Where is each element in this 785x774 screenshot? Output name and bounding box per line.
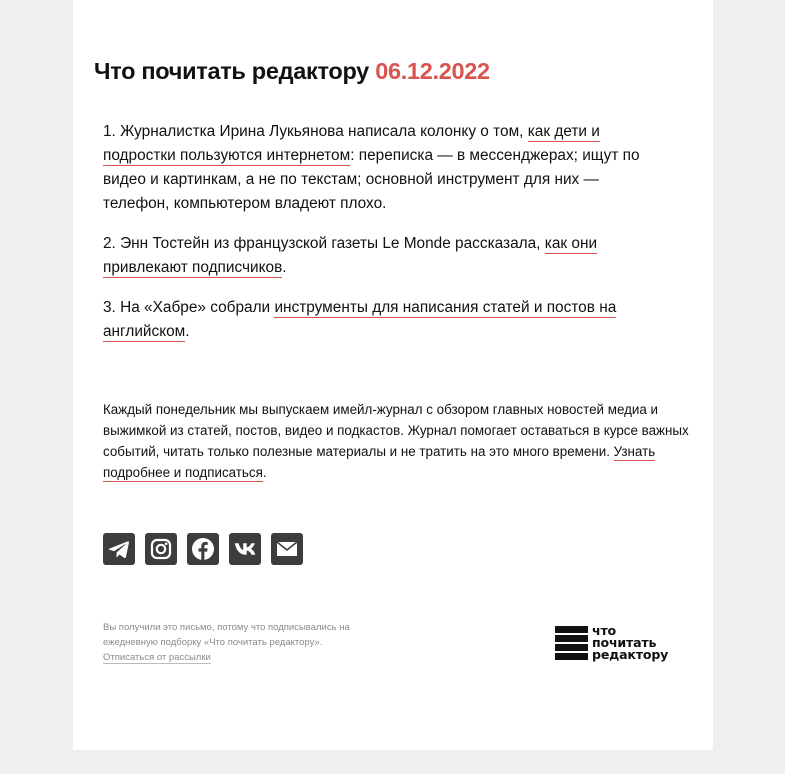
logo-line: почитать <box>592 635 657 650</box>
list-item <box>103 120 663 216</box>
subscribe-link[interactable]: Узнать подробнее и подписаться <box>103 444 656 480</box>
unsubscribe-link[interactable]: Отписаться от рассылки <box>103 652 211 663</box>
logo-mark <box>555 626 588 660</box>
about-text-end: . <box>262 465 267 480</box>
logo-wordmark <box>592 625 668 661</box>
about-text: Каждый понедельник мы выпускаем имейл-журнал с обзором главных новостей медиа и выжимкой из статей, постов, видео и подкастов. Журнал помогает оставаться в курсе важных событий, читать только полезные материалы и не тратить на это много времени. <box>103 402 689 459</box>
article-link[interactable]: инструменты для написания статей и постов на английском <box>103 299 617 340</box>
footer-notice <box>103 620 393 665</box>
email-icon[interactable] <box>271 533 303 565</box>
logo-line: редактору <box>592 647 669 662</box>
list-item <box>103 232 663 280</box>
about-paragraph <box>103 399 693 483</box>
logo-line: что <box>592 623 616 638</box>
title-text: Что почитать редактору <box>94 58 369 84</box>
item-text: . <box>185 323 190 340</box>
brand-logo <box>555 624 685 662</box>
social-links <box>103 533 303 565</box>
list-item <box>103 296 663 344</box>
item-text: : переписка — в мессенджерах; ищут по видео и картинкам, а не по текстам; основной инструмент для них — телефон, компьютером владеют плохо. <box>103 147 640 212</box>
item-text: . <box>282 259 287 276</box>
vk-icon[interactable] <box>229 533 261 565</box>
item-text: 2. Энн Тостейн из французской газеты Le Monde рассказала, <box>103 235 545 252</box>
telegram-icon[interactable] <box>103 533 135 565</box>
item-text: 3. На «Хабре» собрали <box>103 299 275 316</box>
item-text: 1. Журналистка Ирина Лукьянова написала колонку о том, <box>103 123 528 140</box>
notice-text: Вы получили это письмо, потому что подписывались на ежедневную подборку «Что почитать редактору». <box>103 622 350 648</box>
facebook-icon[interactable] <box>187 533 219 565</box>
issue-date: 06.12.2022 <box>375 58 490 84</box>
instagram-icon[interactable] <box>145 533 177 565</box>
newsletter-card <box>73 0 713 750</box>
page-title <box>94 58 490 85</box>
article-link[interactable]: как они привлекают подписчиков <box>103 235 598 276</box>
article-link[interactable]: как дети и подростки пользуются интернетом <box>103 123 600 164</box>
